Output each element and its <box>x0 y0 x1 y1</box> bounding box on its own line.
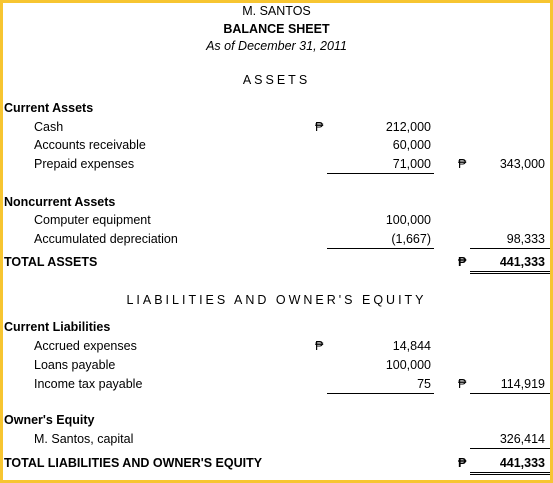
row-amount-accounts-receivable: 60,000 <box>392 138 431 152</box>
currency-symbol: ₱ <box>458 157 467 171</box>
row-label-accounts-receivable: Accounts receivable <box>34 138 146 152</box>
currency-symbol: ₱ <box>315 120 324 134</box>
current-liabilities-label: Current Liabilities <box>4 320 111 334</box>
balance-sheet <box>3 3 550 480</box>
report-date: As of December 31, 2011 <box>206 39 347 53</box>
subtotal-rule <box>470 448 550 449</box>
total-assets-amount: 441,333 <box>499 255 545 269</box>
assets-heading: ASSETS <box>242 73 311 87</box>
current-assets-label: Current Assets <box>4 101 94 115</box>
row-amount-computer-equipment: 100,000 <box>385 213 431 227</box>
owners-equity-label: Owner's Equity <box>4 413 95 427</box>
double-underline <box>470 472 550 473</box>
row-amount-income-tax-payable: 75 <box>417 377 431 391</box>
current-assets-total: 343,000 <box>499 157 545 171</box>
row-amount-prepaid-expenses: 71,000 <box>392 157 431 171</box>
row-label-loans-payable: Loans payable <box>34 358 116 372</box>
currency-symbol: ₱ <box>458 456 467 470</box>
row-amount-accrued-expenses: 14,844 <box>392 339 431 353</box>
noncurrent-assets-total: 98,333 <box>506 232 545 246</box>
currency-symbol: ₱ <box>315 339 324 353</box>
row-amount-santos-capital: 326,414 <box>499 432 545 446</box>
double-underline <box>470 271 550 272</box>
row-amount-accumulated-depreciation: (1,667) <box>391 232 431 246</box>
subtotal-rule <box>470 393 550 394</box>
row-label-cash: Cash <box>34 120 64 134</box>
row-amount-loans-payable: 100,000 <box>385 358 431 372</box>
subtotal-rule <box>327 173 434 174</box>
row-label-income-tax-payable: Income tax payable <box>34 377 143 391</box>
row-amount-cash: 212,000 <box>385 120 431 134</box>
double-underline <box>470 474 550 475</box>
total-liabilities-equity-label: TOTAL LIABILITIES AND OWNER'S EQUITY <box>4 456 263 470</box>
current-liabilities-total: 114,919 <box>500 377 545 391</box>
liabilities-equity-heading: LIABILITIES AND OWNER'S EQUITY <box>126 293 427 307</box>
total-liabilities-equity-amount: 441,333 <box>499 456 545 470</box>
subtotal-rule <box>327 393 434 394</box>
noncurrent-assets-label: Noncurrent Assets <box>4 195 116 209</box>
subtotal-rule <box>470 248 550 249</box>
double-underline <box>470 273 550 274</box>
total-assets-label: TOTAL ASSETS <box>4 255 98 269</box>
document-title: BALANCE SHEET <box>223 22 330 36</box>
row-label-prepaid-expenses: Prepaid expenses <box>34 157 135 171</box>
company-name: M. SANTOS <box>242 4 311 18</box>
row-label-accumulated-depreciation: Accumulated depreciation <box>34 232 178 246</box>
currency-symbol: ₱ <box>458 255 467 269</box>
row-label-computer-equipment: Computer equipment <box>34 213 151 227</box>
subtotal-rule <box>327 248 434 249</box>
currency-symbol: ₱ <box>458 377 467 391</box>
row-label-accrued-expenses: Accrued expenses <box>34 339 137 353</box>
row-label-santos-capital: M. Santos, capital <box>34 432 134 446</box>
